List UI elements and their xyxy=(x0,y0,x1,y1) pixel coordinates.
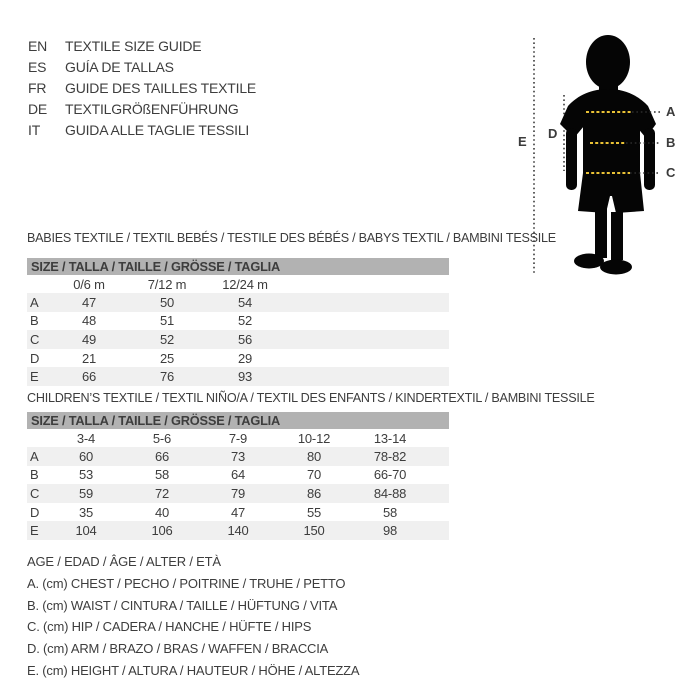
row-label: A xyxy=(30,294,39,310)
babies-column-header-row xyxy=(27,275,449,293)
cell-value: 58 xyxy=(382,504,398,520)
language-row-de xyxy=(28,98,256,119)
cell-value: 150 xyxy=(303,523,325,539)
measure-label-b: B xyxy=(666,135,676,150)
cell-value: 66-70 xyxy=(373,467,407,483)
babies-section-title: BABIES TEXTILE / TEXTIL BEBÉS / TESTILE DES BÉBÉS / BABYS TEXTIL / BAMBINI TESSILE xyxy=(27,231,556,245)
language-label: TEXTILGRÖßENFÜHRUNG xyxy=(65,100,239,117)
language-code: EN xyxy=(28,38,48,55)
cell-value: 76 xyxy=(159,369,175,385)
babies-size-table xyxy=(27,258,449,386)
cell-value: 72 xyxy=(154,485,170,501)
table-row xyxy=(27,503,449,522)
cell-value: 56 xyxy=(237,331,253,347)
cell-value: 80 xyxy=(306,448,322,464)
children-column-header-row xyxy=(27,429,449,447)
cell-value: 104 xyxy=(75,523,97,539)
column-header: 5-6 xyxy=(152,430,172,446)
language-code: ES xyxy=(28,59,47,76)
column-header: 13-14 xyxy=(373,430,407,446)
cell-value: 49 xyxy=(81,331,97,347)
cell-value: 35 xyxy=(78,504,94,520)
language-label: GUIDE DES TAILLES TEXTILE xyxy=(65,79,257,96)
row-label: B xyxy=(30,467,39,483)
language-row-it xyxy=(28,119,256,140)
cell-value: 60 xyxy=(78,448,94,464)
language-row-es xyxy=(28,57,256,78)
cell-value: 106 xyxy=(151,523,173,539)
legend-line-arm: D. (cm) ARM / BRAZO / BRAS / WAFFEN / BRACCIA xyxy=(27,641,329,657)
row-label: D xyxy=(30,350,40,366)
column-header: 0/6 m xyxy=(73,276,105,292)
measure-label-d: D xyxy=(548,126,558,141)
cell-value: 47 xyxy=(81,294,97,310)
cell-value: 47 xyxy=(230,504,246,520)
cell-value: 55 xyxy=(306,504,322,520)
cell-value: 86 xyxy=(306,485,322,501)
language-row-fr xyxy=(28,78,256,99)
language-label: GUIDA ALLE TAGLIE TESSILI xyxy=(65,121,250,138)
row-label: A xyxy=(30,448,39,464)
language-title-list xyxy=(28,36,256,140)
cell-value: 29 xyxy=(237,350,253,366)
cell-value: 25 xyxy=(159,350,175,366)
cell-value: 66 xyxy=(81,369,97,385)
cell-value: 98 xyxy=(382,523,398,539)
child-silhouette-icon xyxy=(500,28,700,288)
legend-line-age: AGE / EDAD / ÂGE / ALTER / ETÀ xyxy=(27,554,221,570)
column-header: 7-9 xyxy=(228,430,248,446)
table-row xyxy=(27,312,449,331)
cell-value: 53 xyxy=(78,467,94,483)
row-label: E xyxy=(30,369,39,385)
cell-value: 52 xyxy=(159,331,175,347)
cell-value: 64 xyxy=(230,467,246,483)
row-label: B xyxy=(30,313,39,329)
row-label: C xyxy=(30,485,40,501)
cell-value: 59 xyxy=(78,485,94,501)
cell-value: 51 xyxy=(159,313,175,329)
cell-value: 21 xyxy=(81,350,97,366)
language-label: GUÍA DE TALLAS xyxy=(65,59,174,76)
cell-value: 50 xyxy=(159,294,175,310)
cell-value: 70 xyxy=(306,467,322,483)
language-code: FR xyxy=(28,79,47,96)
cell-value: 54 xyxy=(237,294,253,310)
legend-line-waist: B. (cm) WAIST / CINTURA / TAILLE / HÜFTUNG / VITA xyxy=(27,597,338,613)
table-row xyxy=(27,521,449,540)
cell-value: 84-88 xyxy=(373,485,407,501)
table-row xyxy=(27,349,449,368)
size-header-bar: SIZE / TALLA / TAILLE / GRÖSSE / TAGLIA xyxy=(27,412,449,429)
cell-value: 73 xyxy=(230,448,246,464)
row-label: C xyxy=(30,331,40,347)
measurement-figure xyxy=(500,28,700,288)
size-header-bar: SIZE / TALLA / TAILLE / GRÖSSE / TAGLIA xyxy=(27,258,449,275)
column-header: 12/24 m xyxy=(222,276,268,292)
legend-line-chest: A. (cm) CHEST / PECHO / POITRINE / TRUHE / PETTO xyxy=(27,576,346,592)
table-row xyxy=(27,466,449,485)
cell-value: 40 xyxy=(154,504,170,520)
legend-line-hip: C. (cm) HIP / CADERA / HANCHE / HÜFTE / HIPS xyxy=(27,619,312,635)
cell-value: 140 xyxy=(227,523,249,539)
language-label: TEXTILE SIZE GUIDE xyxy=(65,38,202,55)
column-header: 10-12 xyxy=(297,430,331,446)
table-row xyxy=(27,367,449,386)
row-label: E xyxy=(30,523,39,539)
table-row xyxy=(27,484,449,503)
language-row-en xyxy=(28,36,256,57)
table-row xyxy=(27,330,449,349)
cell-value: 52 xyxy=(237,313,253,329)
cell-value: 78-82 xyxy=(373,448,407,464)
cell-value: 93 xyxy=(237,369,253,385)
cell-value: 66 xyxy=(154,448,170,464)
measure-label-a: A xyxy=(666,104,676,119)
measure-label-e: E xyxy=(518,134,527,149)
column-header: 3-4 xyxy=(76,430,96,446)
cell-value: 58 xyxy=(154,467,170,483)
legend-line-height: E. (cm) HEIGHT / ALTURA / HAUTEUR / HÖHE / ALTEZZA xyxy=(27,662,360,678)
table-row xyxy=(27,293,449,312)
measurement-legend xyxy=(27,551,359,681)
column-header: 7/12 m xyxy=(147,276,187,292)
table-row xyxy=(27,447,449,466)
children-size-table xyxy=(27,412,449,540)
row-label: D xyxy=(30,504,40,520)
measure-label-c: C xyxy=(666,165,676,180)
language-code: IT xyxy=(28,121,41,138)
children-section-title: CHILDREN’S TEXTILE / TEXTIL NIÑO/A / TEXTIL DES ENFANTS / KINDERTEXTIL / BAMBINI TESSILE xyxy=(27,391,595,405)
language-code: DE xyxy=(28,100,48,117)
cell-value: 48 xyxy=(81,313,97,329)
cell-value: 79 xyxy=(230,485,246,501)
